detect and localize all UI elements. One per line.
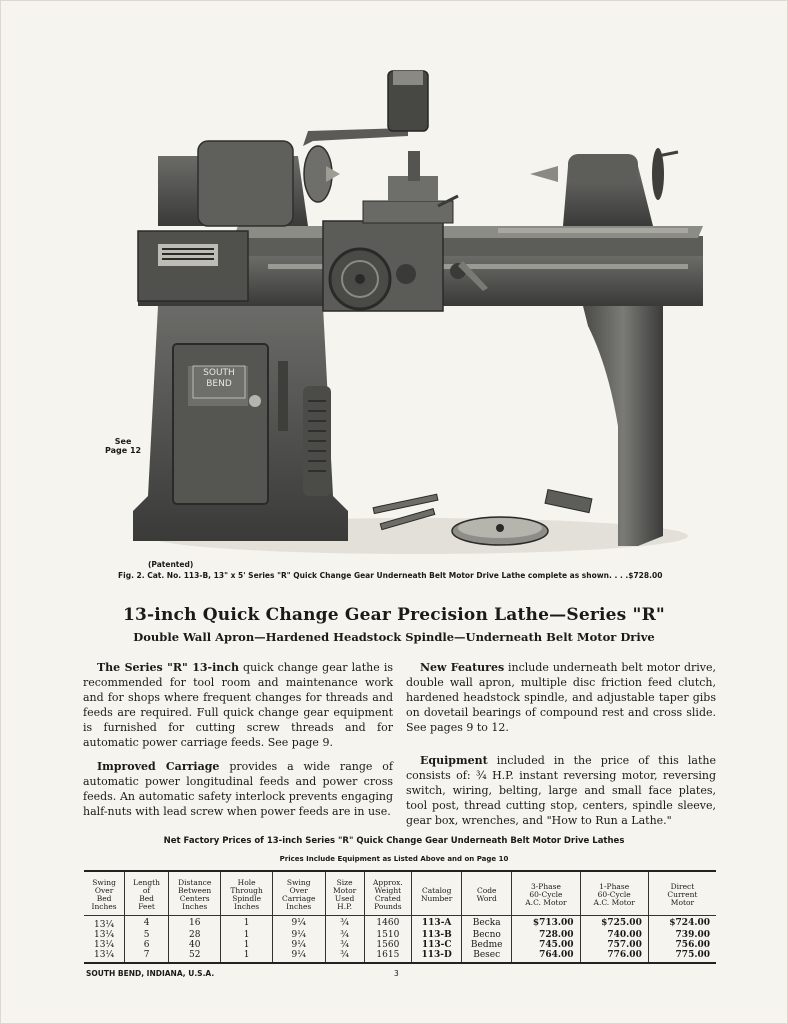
table-cell: ¾ [325,916,364,931]
table-cell: 1510 [364,930,412,940]
table-cell: ¾ [325,940,364,950]
table-cell: 113-C [412,940,462,950]
table-cell: 9¼ [272,930,325,940]
paragraph-lead: New Features [420,661,505,674]
table-cell: 1 [221,930,272,940]
column-header: Catalog Number [412,871,462,916]
patented-note: (Patented) [148,560,194,569]
left-column [83,660,393,828]
see-note-line-2: Page 12 [105,446,142,455]
table-title: Net Factory Prices of 13-inch Series "R" Quick Change Gear Underneath Belt Motor Drive Lathes [163,836,625,846]
svg-text:SOUTH: SOUTH [203,368,235,378]
table-cell: 1460 [364,916,412,931]
table-cell: Becno [462,930,512,940]
table-cell: ¾ [325,930,364,940]
table-cell: 113-D [412,950,462,963]
table-cell: 7 [125,950,169,963]
table-cell: 9¼ [272,940,325,950]
page-subtitle: Double Wall Apron—Hardened Headstock Spindle—Underneath Belt Motor Drive [133,630,655,644]
table-cell: 745.00 [512,940,580,950]
paragraph-new-features [406,660,716,735]
table-cell: 9¼ [272,950,325,963]
table-cell: 6 [125,940,169,950]
table-cell: 728.00 [512,930,580,940]
paragraph-lead: The Series "R" 13-inch [97,661,239,674]
see-note-line-1: See [114,437,132,446]
table-cell: 13¼ [93,920,115,930]
table-cell: $725.00 [580,916,648,931]
table-cell: 1615 [364,950,412,963]
table-cell: ¾ [325,950,364,963]
table-cell: 40 [168,940,220,950]
column-header: 3-Phase 60-Cycle A.C. Motor [512,871,580,916]
column-header: Hole Through Spindle Inches [221,871,272,916]
table-cell: 9¼ [272,916,325,931]
lathe-illustration [118,66,708,556]
table-cell: 764.00 [512,950,580,963]
see-page-note [105,437,141,455]
table-cell: Becka [462,916,512,931]
table-cell: $713.00 [512,916,580,931]
column-header: Swing Over Bed Inches [91,878,117,911]
paragraph-text: quick change gear lathe is recommended for tool room and maintenance work and for shops where frequent changes for threads and feeds are required. Full quick change gear equipment is furnished for cutting screw threads and for automatic power carriage feeds. See page 9. [83,661,393,749]
table-row [84,940,716,950]
table-cell: 757.00 [580,940,648,950]
paragraph-text: included in the price of this lathe consists of: ¾ H.P. instant reversing motor, reversing switch, wiring, belting, large and small face plates, tool post, thread cutting stop, centers, spindle sleeve, gear box, wrenches, and "How to Run a Lathe." [406,754,716,827]
table-cell: 1 [221,950,272,963]
page-title: 13-inch Quick Change Gear Precision Lathe—Series "R" [122,605,665,625]
table-cell: 739.00 [648,930,716,940]
table-header-row [84,871,716,916]
table-cell: 4 [125,916,169,931]
column-header: Swing Over Carriage Inches [272,871,325,916]
table-cell: 775.00 [648,950,716,963]
table-cell: 740.00 [580,930,648,940]
column-header: Length of Bed Feet [125,871,169,916]
table-row [84,930,716,940]
page-number: 3 [394,969,399,978]
table-cell: 113-A [412,916,462,931]
table-cell: 776.00 [580,950,648,963]
table-cell: 52 [168,950,220,963]
paragraph-equipment [406,753,716,828]
table-body [84,916,716,964]
table-cell: 1560 [364,940,412,950]
table-subtitle: Prices Include Equipment as Listed Above and on Page 10 [279,855,509,863]
column-header: Code Word [462,871,512,916]
table-cell: Besec [462,950,512,963]
table-cell: 1 [221,916,272,931]
figure-caption: Fig. 2. Cat. No. 113-B, 13" x 5' Series "R" Quick Change Gear Underneath Belt Motor Drive Lathe complete as shown. . . .$728.00 [118,571,663,580]
table-cell: Bedme [462,940,512,950]
table-cell: 16 [168,916,220,931]
paragraph-series-r [83,660,393,750]
table-cell: 5 [125,930,169,940]
column-header: Approx. Weight Crated Pounds [364,871,412,916]
table-cell: $724.00 [648,916,716,931]
table-cell: 13¼ [93,950,115,960]
paragraph-lead: Equipment [420,754,488,767]
svg-text:BEND: BEND [206,379,232,389]
paragraph-text: include underneath belt motor drive, double wall apron, multiple disc friction feed clutch, hardened headstock spindle, and adjustable taper gibs on dovetail bearings of compound rest and cross slide. See pages 9 to 12. [406,661,716,734]
price-table [84,870,716,964]
column-header: Distance Between Centers Inches [168,871,220,916]
paragraph-text: provides a wide range of automatic power longitudinal feeds and power cross feeds. An automatic safety interlock prevents engaging half-nuts with lead screw when power feeds are in use. [83,760,393,818]
column-header: Size Motor Used H.P. [325,871,364,916]
column-header: 1-Phase 60-Cycle A.C. Motor [580,871,648,916]
tail-leg [583,306,663,546]
column-header: Direct Current Motor [648,871,716,916]
table-row [84,916,716,931]
table-cell: 113-B [412,930,462,940]
table-cell: 756.00 [648,940,716,950]
paragraph-lead: Improved Carriage [97,760,220,773]
table-cell: 1 [221,940,272,950]
table-row [84,950,716,963]
table-cell: 13¼ [93,930,115,940]
right-column [406,660,716,837]
table-cell: 13¼ [93,940,115,950]
paragraph-improved-carriage [83,759,393,819]
table-cell: 28 [168,930,220,940]
footer-location: SOUTH BEND, INDIANA, U.S.A. [86,969,215,978]
